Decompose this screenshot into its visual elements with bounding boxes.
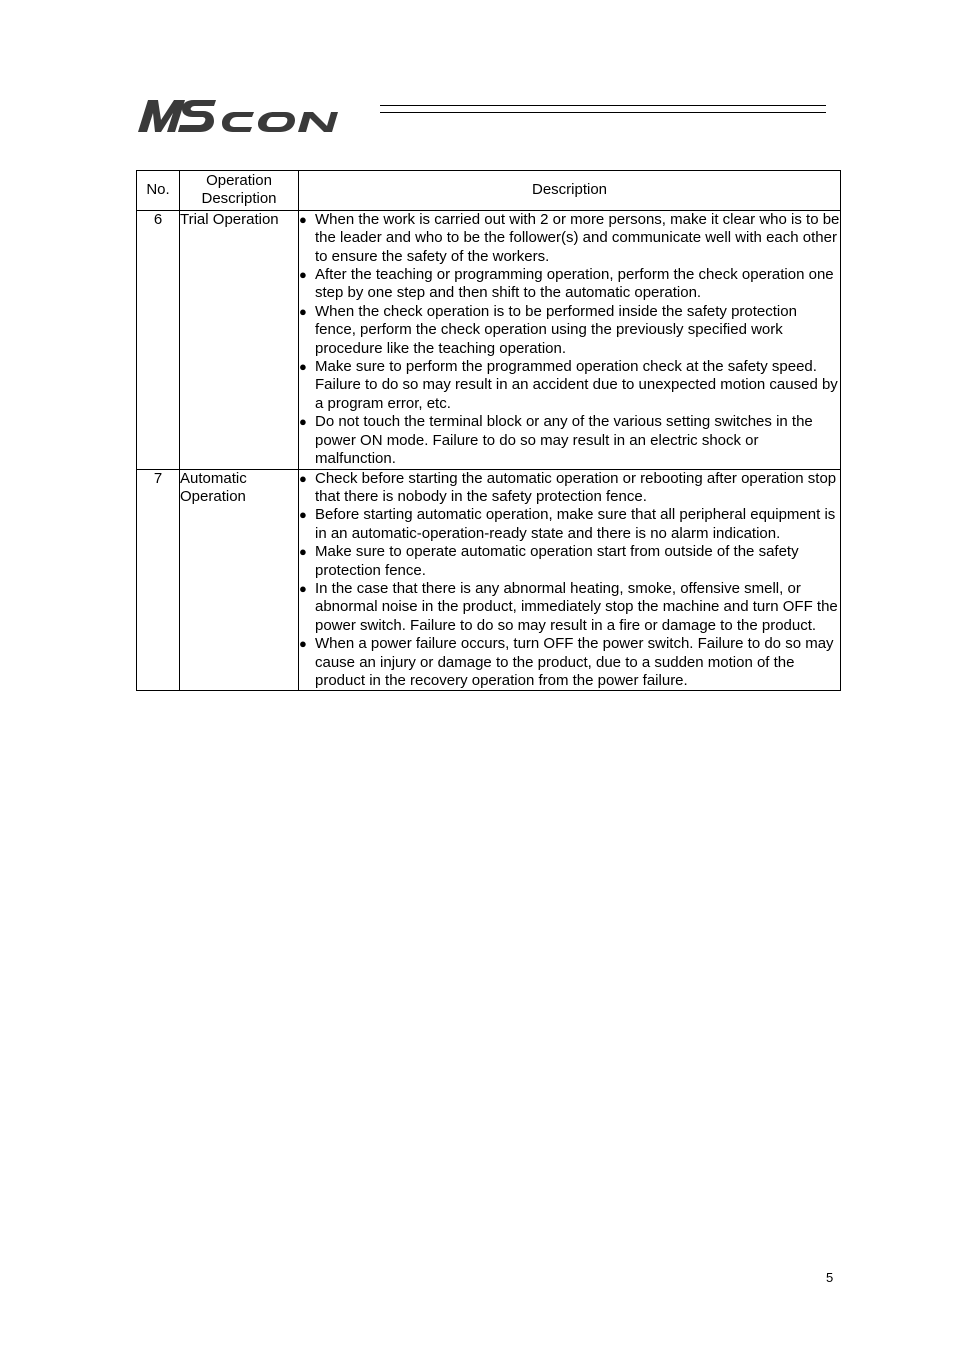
bullet-icon: ● — [299, 211, 307, 227]
row-no: 6 — [137, 210, 180, 469]
mscon-logo-mark — [136, 94, 368, 138]
bullet-icon: ● — [299, 267, 307, 283]
bullet-icon: ● — [299, 580, 307, 596]
bullet-list — [299, 211, 840, 469]
bullet-list — [299, 470, 840, 691]
header-operation: Operation Description — [180, 171, 299, 211]
bullet-icon: ● — [299, 507, 307, 523]
row-description — [299, 210, 841, 469]
bullet-icon: ● — [299, 636, 307, 652]
mscon-logo — [136, 94, 368, 138]
list-item: ● Make sure to perform the programmed operation check at the safety speed. Failure to do so may result in an accident due to unexpected motion caused by a program error, etc. — [299, 358, 838, 412]
row-no: 7 — [137, 469, 180, 691]
row-operation: Trial Operation — [180, 210, 299, 469]
list-item: ● Do not touch the terminal block or any of the various setting switches in the power ON mode. Failure to do so may result in an electric shock or malfunction. — [299, 413, 813, 468]
row-description — [299, 469, 841, 691]
header-rule-bottom — [380, 112, 826, 113]
list-item: ● When a power failure occurs, turn OFF the power switch. Failure to do so may cause an injury or damage to the product, due to a sudden motion of the product in the recovery operation from the power failure. — [299, 635, 834, 689]
list-item: ● When the check operation is to be performed inside the safety protection fence, perform the check operation using the previously specified work procedure like the teaching operation. — [299, 302, 797, 357]
bullet-icon: ● — [299, 359, 307, 375]
safety-table — [136, 170, 841, 691]
bullet-icon: ● — [299, 414, 307, 430]
list-item: ● Before starting automatic operation, make sure that all peripheral equipment is in an automatic-operation-ready state and there is no alarm indication. — [299, 506, 836, 542]
list-item: ● In the case that there is any abnormal heating, smoke, offensive smell, or abnormal noise in the product, immediately stop the machine and turn OFF the power switch. Failure to do so may result in a fire or damage to the product. — [299, 579, 838, 634]
list-item: ● Check before starting the automatic operation or rebooting after operation stop that there is nobody in the safety protection fence. — [299, 469, 837, 505]
list-item: ● When the work is carried out with 2 or more persons, make it clear who is to be the leader and who to be the follower(s) and communicate well with each other to ensure the safety of the workers. — [299, 210, 840, 265]
bullet-icon: ● — [299, 544, 307, 560]
header-no: No. — [137, 171, 180, 211]
table-row — [137, 210, 841, 469]
bullet-icon: ● — [299, 470, 307, 486]
header-rule-top — [380, 105, 826, 106]
page-number: 5 — [826, 1270, 834, 1285]
list-item: ● Make sure to operate automatic operation start from outside of the safety protection fence. — [299, 543, 799, 579]
table-row — [137, 469, 841, 691]
header-description: Description — [299, 171, 841, 211]
page-header — [136, 94, 826, 138]
list-item: ● After the teaching or programming operation, perform the check operation one step by one step and then shift to the automatic operation. — [299, 266, 834, 302]
bullet-icon: ● — [299, 303, 307, 319]
table-header-row — [137, 171, 841, 211]
row-operation: Automatic Operation — [180, 469, 299, 691]
